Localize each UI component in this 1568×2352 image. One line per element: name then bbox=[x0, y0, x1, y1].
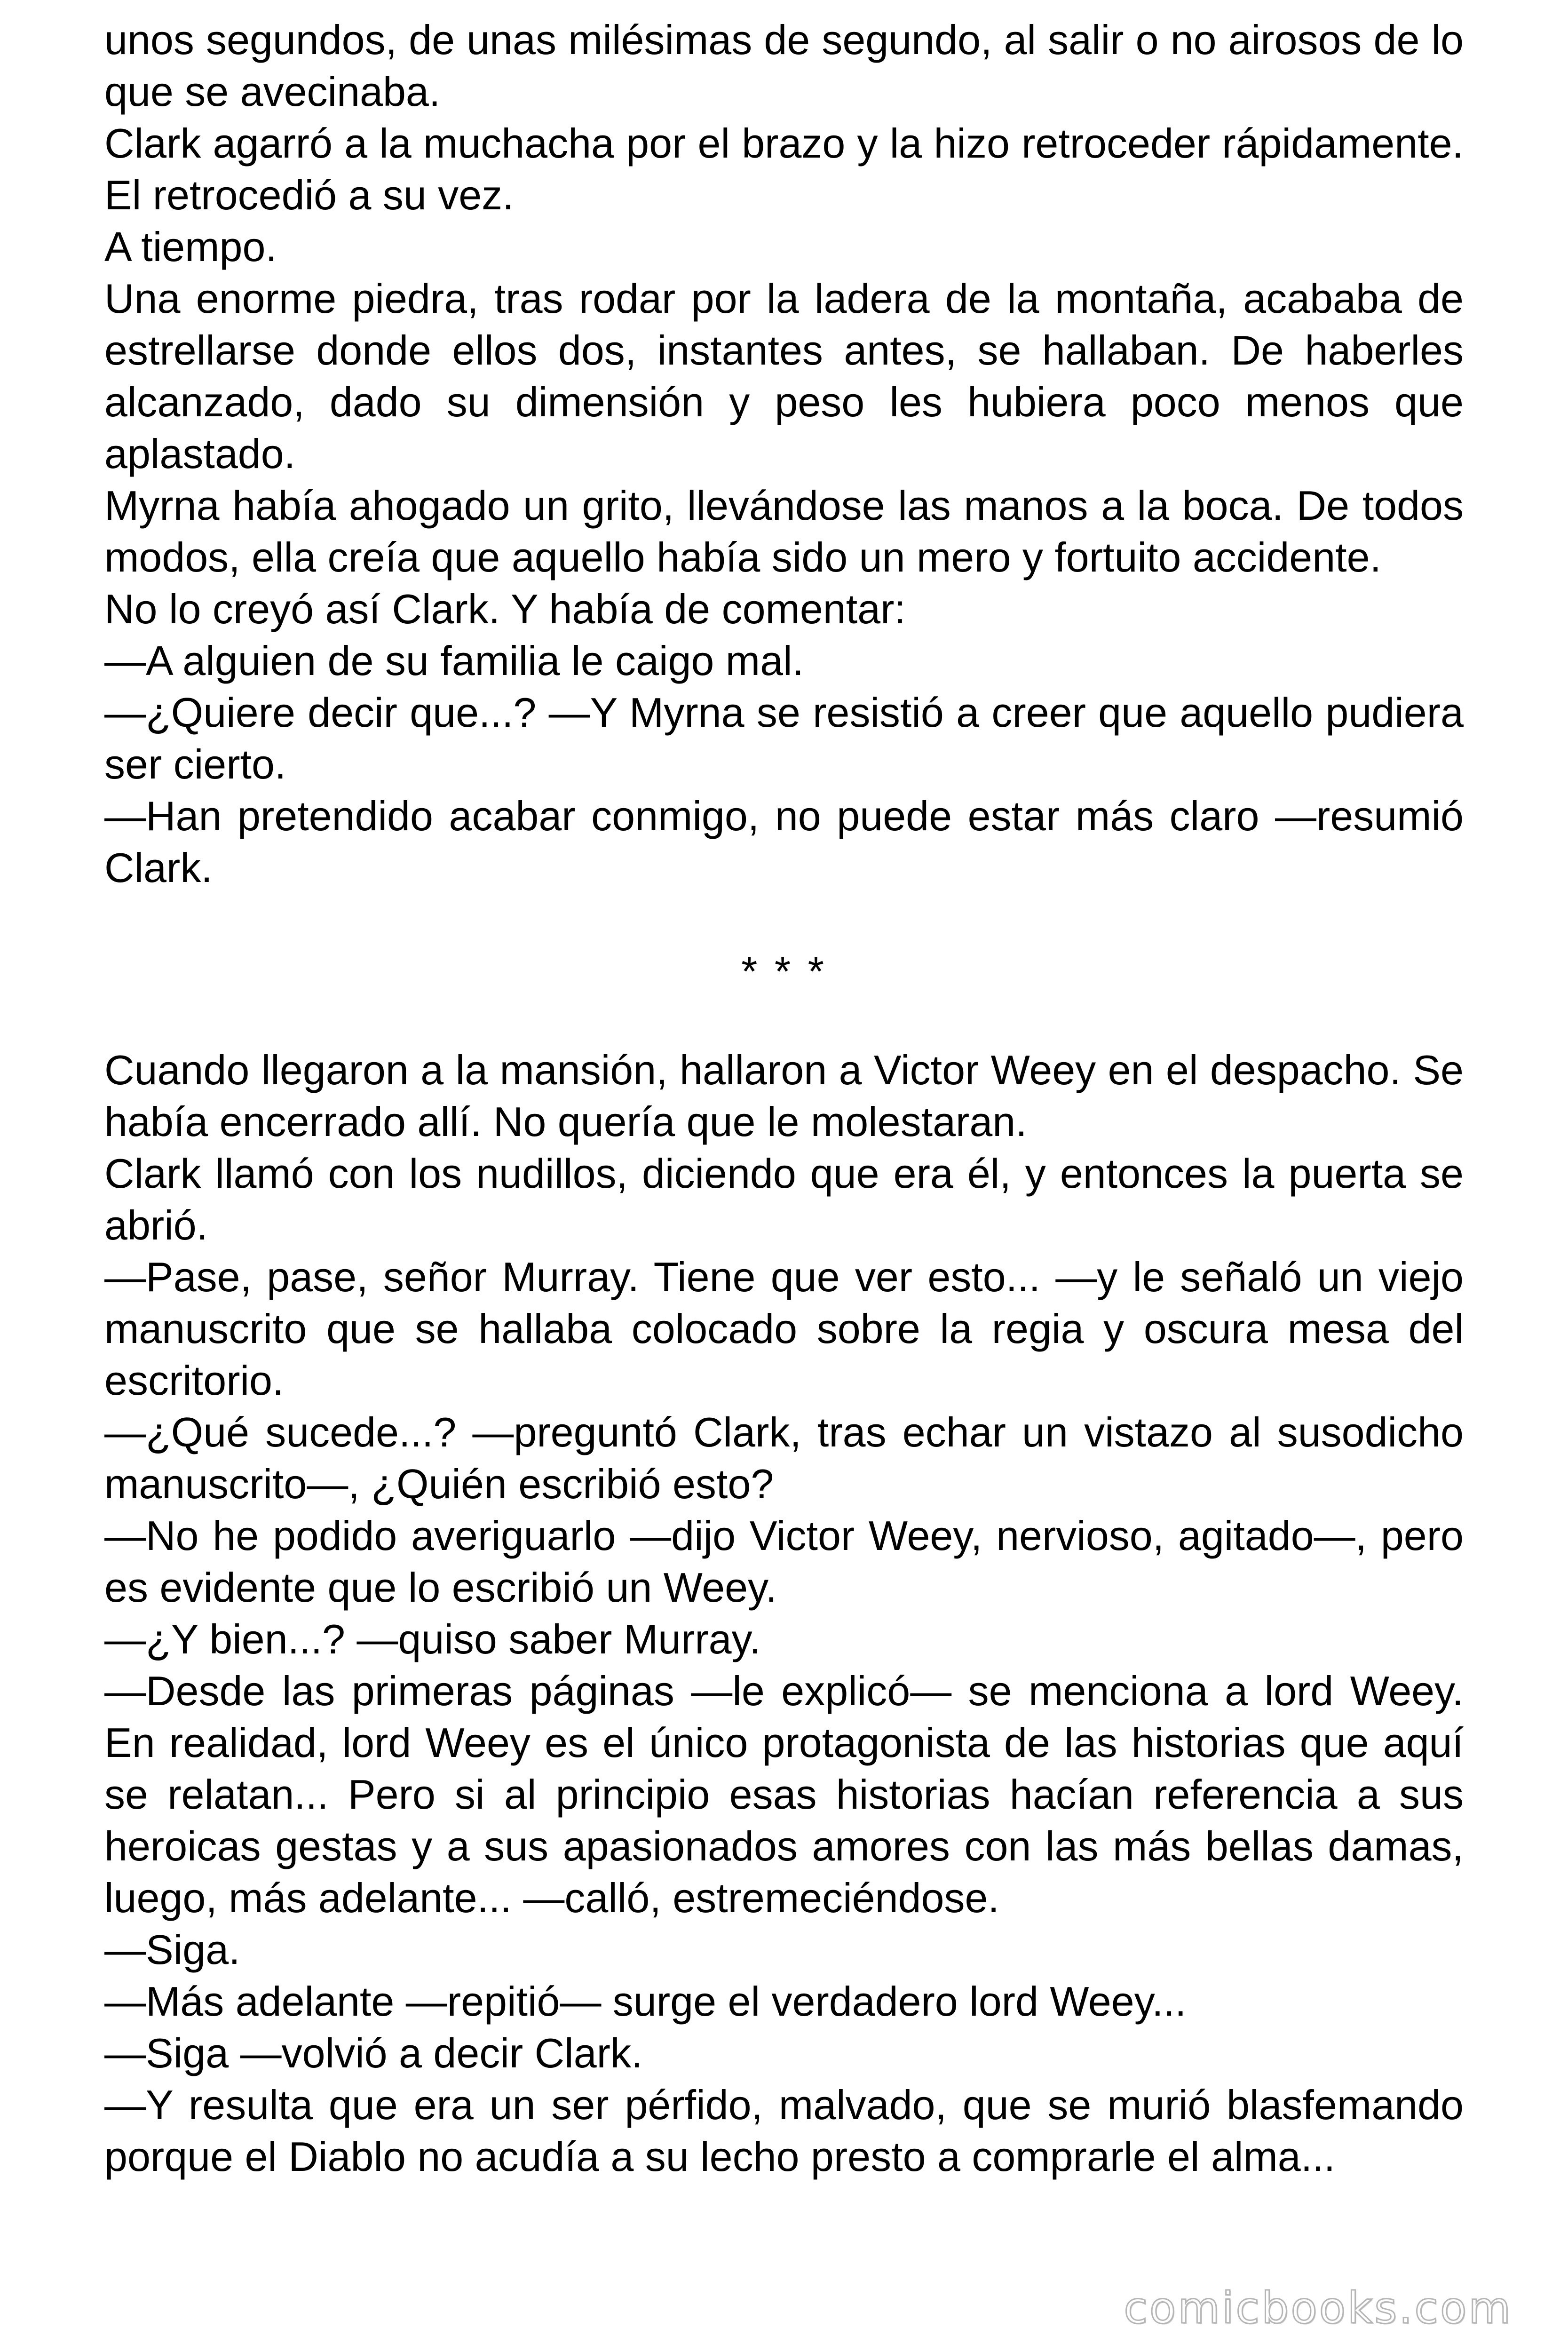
paragraph: —¿Quiere decir que...? —Y Myrna se resistió a creer que aquello pudiera ser cierto. bbox=[104, 689, 1464, 787]
paragraph: —Siga. bbox=[104, 1926, 240, 1973]
paragraph: —¿Qué sucede...? —preguntó Clark, tras echar un vistazo al susodicho manuscrito—, ¿Quién escribió esto? bbox=[104, 1409, 1464, 1507]
paragraph: —Pase, pase, señor Murray. Tiene que ver esto... —y le señaló un viejo manuscrito que se hallaba colocado sobre la regia y oscura mesa del escritorio. bbox=[104, 1254, 1464, 1404]
paragraph: A tiempo. bbox=[104, 223, 277, 270]
paragraph: —Han pretendido acabar conmigo, no puede estar más claro —resumió Clark. bbox=[104, 793, 1464, 891]
paragraph: Clark agarró a la muchacha por el brazo y la hizo retroceder rápidamente. El retrocedió a su vez. bbox=[104, 120, 1464, 218]
document-page bbox=[104, 14, 1464, 2183]
paragraph: Una enorme piedra, tras rodar por la ladera de la montaña, acababa de estrellarse donde ellos dos, instantes antes, se hallaban. De haberles alcanzado, dado su dimensión y peso les hubiera poco menos que aplastado. bbox=[104, 275, 1464, 477]
paragraph: —¿Y bien...? —quiso saber Murray. bbox=[104, 1616, 761, 1662]
paragraph: —Más adelante —repitió— surge el verdadero lord Weey... bbox=[104, 1978, 1187, 2025]
paragraph: Myrna había ahogado un grito, llevándose las manos a la boca. De todos modos, ella creía que aquello había sido un mero y fortuito accidente. bbox=[104, 482, 1464, 580]
paragraph: —Y resulta que era un ser pérfido, malvado, que se murió blasfemando porque el Diablo no acudía a su lecho presto a comprarle el alma... bbox=[104, 2082, 1464, 2180]
paragraph: No lo creyó así Clark. Y había de comentar: bbox=[104, 586, 906, 632]
watermark: comicbooks.com bbox=[1124, 2283, 1513, 2333]
paragraph: —A alguien de su familia le caigo mal. bbox=[104, 637, 804, 684]
section-separator: * * * bbox=[741, 948, 827, 994]
paragraph: Clark llamó con los nudillos, diciendo que era él, y entonces la puerta se abrió. bbox=[104, 1150, 1464, 1248]
paragraph: —No he podido averiguarlo —dijo Victor Weey, nervioso, agitado—, pero es evidente que lo escribió un Weey. bbox=[104, 1512, 1464, 1611]
paragraph: Cuando llegaron a la mansión, hallaron a Victor Weey en el despacho. Se había encerrado allí. No quería que le molestaran. bbox=[104, 1047, 1464, 1145]
paragraph: —Desde las primeras páginas —le explicó— se menciona a lord Weey. En realidad, lord Weey es el único protagonista de las historias que aquí se relatan... Pero si al principio esas historias hacían referencia a sus heroicas gestas y a sus apasionados amores con las más bellas damas, luego, más adelante... —calló, estremeciéndose. bbox=[104, 1668, 1464, 1921]
paragraph: unos segundos, de unas milésimas de segundo, al salir o no airosos de lo que se avecinaba. bbox=[104, 16, 1464, 115]
paragraph: —Siga —volvió a decir Clark. bbox=[104, 2030, 643, 2076]
